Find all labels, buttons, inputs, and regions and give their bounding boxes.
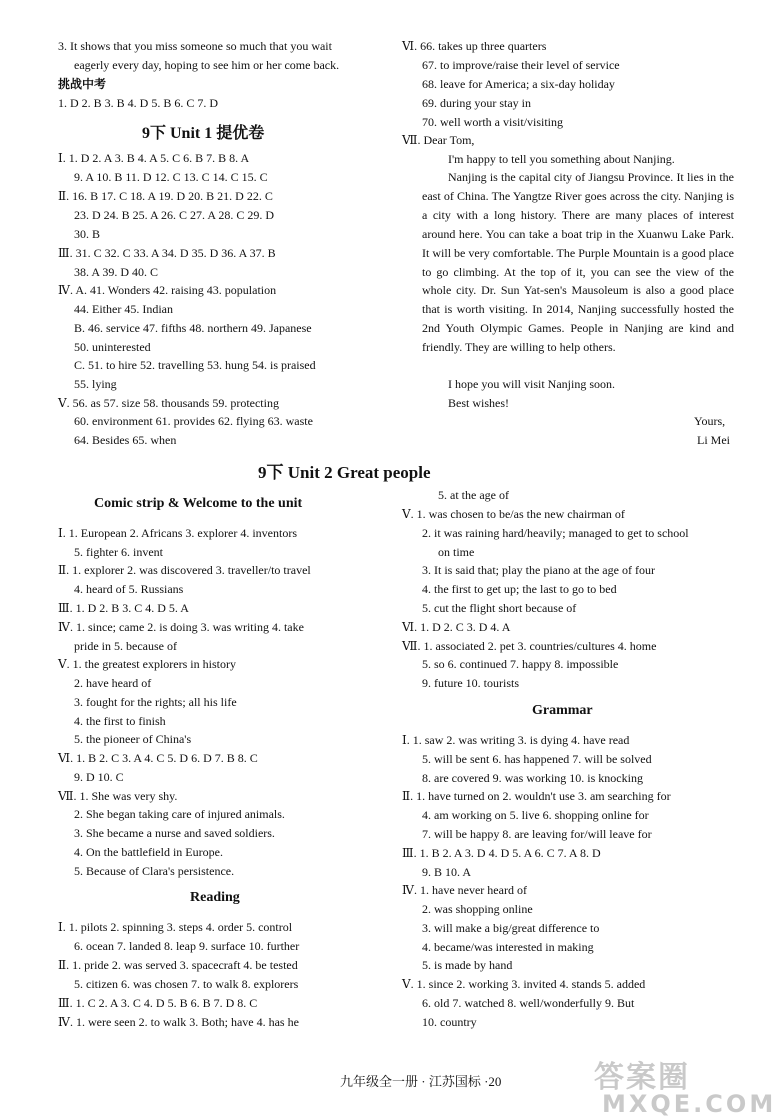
section-title-reading: Reading [190, 890, 240, 905]
answer-line: 4. the first to get up; the last to go to bed [422, 582, 617, 596]
answer-line: 5. fighter 6. invent [74, 545, 163, 559]
answer-line: 5. the pioneer of China's [74, 732, 192, 746]
answer-line: Ⅲ. 1. D 2. B 3. C 4. D 5. A [58, 601, 189, 615]
answer-line: 5. so 6. continued 7. happy 8. impossible [422, 657, 619, 671]
letter-body: Nanjing is the capital city of Jiangsu Province. It lies in the east of China. The Yangtze River goes across the city. Nanjing is a city with a long history. There are many places of interest around here. You can take a boat trip in the Xuanwu Lake Park. It will be very comfortable. The Purple Mountain is a good place to go climbing. At the top of it, you can see the view of the whole city. Dr. Sun Yat-sen's Mausoleum is also a good place that is worth visiting. In 2014, Nanjing successfully hosted the 2nd Youth Olympic Games. People in Nanjing are kind and friendly. They are willing to help others. [422, 170, 734, 355]
answer-line: 23. D 24. B 25. A 26. C 27. A 28. C 29. D [74, 208, 275, 222]
letter-closing: Yours, [694, 414, 726, 428]
section-title-comic: Comic strip & Welcome to the unit [94, 496, 303, 511]
answer-line: 9. D 10. C [74, 770, 124, 784]
answer-line: Ⅰ. 1. European 2. Africans 3. explorer 4. inventors [58, 526, 298, 540]
answer-line: Ⅰ. 1. saw 2. was writing 3. is dying 4. have read [402, 733, 630, 747]
answer-line: 5. will be sent 6. has happened 7. will be solved [422, 752, 652, 766]
answer-line: 60. environment 61. provides 62. flying 63. waste [74, 414, 313, 428]
answer-line: 68. leave for America; a six-day holiday [422, 77, 615, 91]
answer-line: 5. Because of Clara's persistence. [74, 864, 235, 878]
watermark-url: MXQE.COM [602, 1090, 776, 1118]
answer-line: Ⅴ. 1. was chosen to be/as the new chairman of [402, 507, 625, 521]
answer-line: Ⅲ. 31. C 32. C 33. A 34. D 35. D 36. A 37. B [58, 246, 276, 260]
unit2-title: 9下 Unit 2 Great people [258, 463, 431, 482]
letter-signature: Li Mei [697, 433, 730, 447]
answer-line: 8. are covered 9. was working 10. is knocking [422, 771, 643, 785]
section-title-challenge: 挑战中考 [58, 77, 107, 91]
answer-line: 5. at the age of [438, 488, 509, 502]
answer-line: 4. On the battlefield in Europe. [74, 845, 223, 859]
answer-line: 67. to improve/raise their level of service [422, 58, 620, 72]
page-footer: 九年级全一册 · 江苏国标 ·20 [340, 1074, 502, 1089]
answer-line: 4. became/was interested in making [422, 940, 594, 954]
answer-line: 3. fought for the rights; all his life [74, 695, 237, 709]
answer-line: Ⅵ. 1. D 2. C 3. D 4. A [402, 620, 511, 634]
answer-line: 4. heard of 5. Russians [74, 582, 184, 596]
watermark [594, 1052, 776, 1118]
answer-line: Ⅶ. 1. associated 2. pet 3. countries/cultures 4. home [402, 639, 657, 653]
answer-line: pride in 5. because of [74, 639, 177, 653]
answer-line: 30. B [74, 227, 101, 241]
answer-line: eagerly every day, hoping to see him or her come back. [74, 58, 340, 72]
answer-line: 50. uninterested [74, 340, 151, 354]
letter-line: I'm happy to tell you something about Nanjing. [448, 152, 675, 166]
answer-line: Ⅰ. 1. D 2. A 3. B 4. A 5. C 6. B 7. B 8. A [58, 151, 250, 165]
answer-line: 10. country [422, 1015, 477, 1029]
answer-line: Ⅵ. 1. B 2. C 3. A 4. C 5. D 6. D 7. B 8. C [58, 751, 258, 765]
answer-line: 7. will be happy 8. are leaving for/will leave for [422, 827, 652, 841]
letter-line: Best wishes! [448, 396, 509, 410]
answer-line: Ⅲ. 1. C 2. A 3. C 4. D 5. B 6. B 7. D 8. C [58, 996, 258, 1010]
answer-line: Ⅱ. 16. B 17. C 18. A 19. D 20. B 21. D 22. C [58, 189, 273, 203]
answer-line: 2. it was raining hard/heavily; managed to get to school [422, 526, 689, 540]
answer-line: 2. have heard of [74, 676, 152, 690]
answer-line: 5. cut the flight short because of [422, 601, 577, 615]
answer-line: 9. A 10. B 11. D 12. C 13. C 14. C 15. C [74, 170, 268, 184]
answer-line: Ⅵ. 66. takes up three quarters [402, 39, 547, 53]
answer-line: 38. A 39. D 40. C [74, 265, 159, 279]
answer-line: Ⅳ. 1. since; came 2. is doing 3. was writing 4. take [58, 620, 304, 634]
answer-line: 64. Besides 65. when [74, 433, 177, 447]
answer-line: Ⅳ. 1. have never heard of [402, 883, 527, 897]
answer-line: 70. well worth a visit/visiting [422, 115, 563, 129]
answer-line: 5. citizen 6. was chosen 7. to walk 8. explorers [74, 977, 299, 991]
unit1-title: 9下 Unit 1 提优卷 [142, 125, 265, 142]
answer-line: Ⅲ. 1. B 2. A 3. D 4. D 5. A 6. C 7. A 8. D [402, 846, 601, 860]
answer-line: 2. was shopping online [422, 902, 533, 916]
answer-line: 2. She began taking care of injured animals. [74, 807, 285, 821]
answer-line: Ⅱ. 1. explorer 2. was discovered 3. traveller/to travel [58, 563, 311, 577]
answer-line: Ⅴ. 1. since 2. working 3. invited 4. stands 5. added [402, 977, 646, 991]
answer-line: Ⅰ. 1. pilots 2. spinning 3. steps 4. order 5. control [58, 920, 293, 934]
answer-line: 4. the first to finish [74, 714, 166, 728]
answer-line: Ⅳ. 1. were seen 2. to walk 3. Both; have 4. has he [58, 1015, 299, 1029]
answer-line: Ⅱ. 1. pride 2. was served 3. spacecraft 4. be tested [58, 958, 298, 972]
answer-line: 3. It is said that; play the piano at the age of four [422, 563, 655, 577]
answer-line: on time [438, 545, 475, 559]
answer-line: Ⅴ. 1. the greatest explorers in history [58, 657, 236, 671]
answer-line: Ⅱ. 1. have turned on 2. wouldn't use 3. am searching for [402, 789, 671, 803]
answer-line: 4. am working on 5. live 6. shopping online for [422, 808, 649, 822]
section-title-grammar: Grammar [532, 703, 593, 718]
answer-line: 9. future 10. tourists [422, 676, 519, 690]
answer-line: B. 46. service 47. fifths 48. northern 49. Japanese [74, 321, 312, 335]
answer-line: 3. She became a nurse and saved soldiers. [74, 826, 275, 840]
watermark-logo-text: 答案圈 [594, 1060, 690, 1095]
answer-line: 6. ocean 7. landed 8. leap 9. surface 10. further [74, 939, 300, 953]
answer-line: 9. B 10. A [422, 865, 472, 879]
answer-line: C. 51. to hire 52. travelling 53. hung 54. is praised [74, 358, 316, 372]
answer-line: 55. lying [74, 377, 117, 391]
answer-line: 5. is made by hand [422, 958, 513, 972]
answer-line: 69. during your stay in [422, 96, 531, 110]
answer-line: 3. It shows that you miss someone so much that you wait [58, 39, 332, 53]
answer-line: Ⅴ. 56. as 57. size 58. thousands 59. protecting [58, 396, 279, 410]
letter-line: I hope you will visit Nanjing soon. [448, 377, 615, 391]
answer-line: Ⅳ. A. 41. Wonders 42. raising 43. population [58, 283, 277, 297]
answer-line: 6. old 7. watched 8. well/wonderfully 9. But [422, 996, 635, 1010]
answer-line: 3. will make a big/great difference to [422, 921, 600, 935]
answer-line: 1. D 2. B 3. B 4. D 5. B 6. C 7. D [58, 96, 219, 110]
answer-line: Ⅶ. 1. She was very shy. [58, 789, 178, 803]
letter-greeting: Ⅶ. Dear Tom, [402, 133, 475, 147]
answer-line: 44. Either 45. Indian [74, 302, 173, 316]
